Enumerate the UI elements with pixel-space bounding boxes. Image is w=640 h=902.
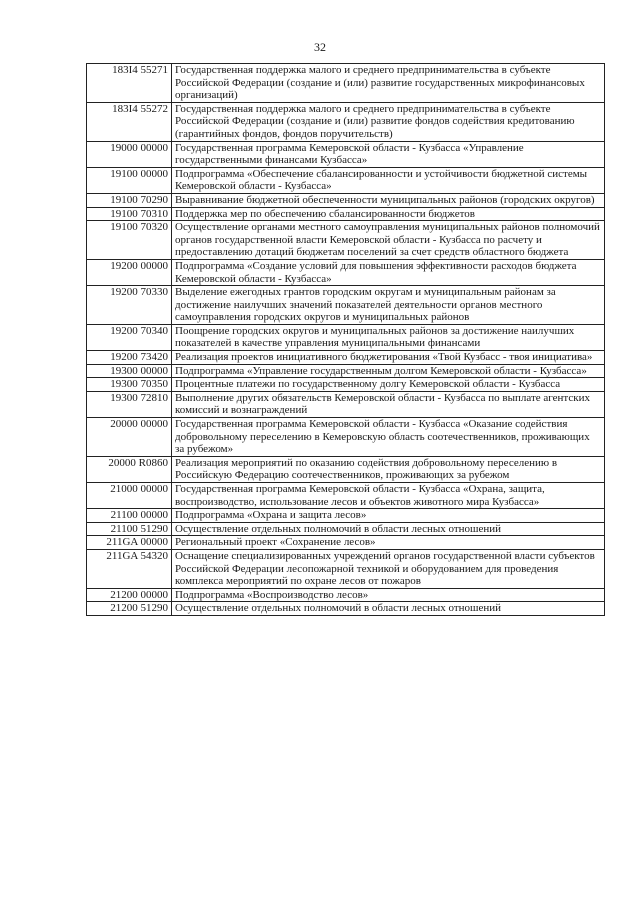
row-name: Государственная программа Кемеровской области - Кузбасса «Охрана, защита, воспроизводство, использование лесов и объектов животного мира Кузбасса» [172, 483, 605, 509]
table-row [87, 483, 605, 509]
table-row [87, 141, 605, 167]
row-code: 19200 70340 [87, 324, 172, 350]
budget-classification-table [86, 63, 605, 616]
row-name: Подпрограмма «Создание условий для повышения эффективности расходов бюджета Кемеровской области - Кузбасса» [172, 259, 605, 285]
row-name: Подпрограмма «Воспроизводство лесов» [172, 588, 605, 602]
row-code: 183I4 55272 [87, 102, 172, 141]
table-row [87, 259, 605, 285]
table-row [87, 549, 605, 588]
row-code: 211GA 54320 [87, 549, 172, 588]
table-row [87, 351, 605, 365]
row-code: 19100 70290 [87, 193, 172, 207]
row-code: 19300 70350 [87, 378, 172, 392]
row-code: 19100 00000 [87, 167, 172, 193]
row-name: Подпрограмма «Обеспечение сбалансированности и устойчивости бюджетной системы Кемеровской области - Кузбасса» [172, 167, 605, 193]
table-row [87, 522, 605, 536]
row-code: 20000 00000 [87, 418, 172, 457]
table-row [87, 588, 605, 602]
table-row [87, 324, 605, 350]
row-name: Осуществление органами местного самоуправления муниципальных районов полномочий органов государственной власти Кемеровской области - Кузбасса по расчету и предоставлению дотаций бюджетам поселений за счет средств областного бюджета [172, 221, 605, 260]
table-row [87, 64, 605, 103]
table-row [87, 536, 605, 550]
table-row [87, 221, 605, 260]
row-code: 21000 00000 [87, 483, 172, 509]
table-row [87, 167, 605, 193]
row-name: Выравнивание бюджетной обеспеченности муниципальных районов (городских округов) [172, 193, 605, 207]
row-code: 21100 00000 [87, 509, 172, 523]
table-row [87, 456, 605, 482]
row-code: 19100 70310 [87, 207, 172, 221]
row-code: 19200 70330 [87, 286, 172, 325]
table-row [87, 102, 605, 141]
row-name: Государственная поддержка малого и среднего предпринимательства в субъекте Российской Федерации (создание и (или) развитие фондов содействия кредитованию (гарантийных фондов, фондов поручительств) [172, 102, 605, 141]
table-row [87, 391, 605, 417]
row-code: 211GA 00000 [87, 536, 172, 550]
table-row [87, 193, 605, 207]
row-name: Подпрограмма «Управление государственным долгом Кемеровской области - Кузбасса» [172, 364, 605, 378]
row-code: 19100 70320 [87, 221, 172, 260]
row-name: Государственная поддержка малого и среднего предпринимательства в субъекте Российской Федерации (создание и (или) развитие государственных микрофинансовых организаций) [172, 64, 605, 103]
row-code: 183I4 55271 [87, 64, 172, 103]
row-code: 19200 00000 [87, 259, 172, 285]
row-code: 19000 00000 [87, 141, 172, 167]
row-name: Подпрограмма «Охрана и защита лесов» [172, 509, 605, 523]
row-code: 21200 51290 [87, 602, 172, 616]
row-name: Выделение ежегодных грантов городским округам и муниципальным районам за достижение наилучших значений показателей деятельности органов местного самоуправления городских округов и муниципальных районов [172, 286, 605, 325]
row-code: 19200 73420 [87, 351, 172, 365]
row-name: Поддержка мер по обеспечению сбалансированности бюджетов [172, 207, 605, 221]
row-name: Процентные платежи по государственному долгу Кемеровской области - Кузбасса [172, 378, 605, 392]
table-row [87, 418, 605, 457]
row-name: Осуществление отдельных полномочий в области лесных отношений [172, 602, 605, 616]
row-name: Региональный проект «Сохранение лесов» [172, 536, 605, 550]
row-name: Поощрение городских округов и муниципальных районов за достижение наилучших показателей в качестве управления муниципальными финансами [172, 324, 605, 350]
row-name: Реализация мероприятий по оказанию содействия добровольному переселению в Российскую Федерацию соотечественников, проживающих за рубежом [172, 456, 605, 482]
page-number: 32 [314, 40, 326, 54]
row-code: 21100 51290 [87, 522, 172, 536]
row-code: 21200 00000 [87, 588, 172, 602]
table-row [87, 378, 605, 392]
row-code: 19300 00000 [87, 364, 172, 378]
row-name: Выполнение других обязательств Кемеровской области - Кузбасса по выплате агентских комиссий и вознаграждений [172, 391, 605, 417]
row-name: Реализация проектов инициативного бюджетирования «Твой Кузбасс - твоя инициатива» [172, 351, 605, 365]
table-row [87, 509, 605, 523]
row-name: Государственная программа Кемеровской области - Кузбасса «Управление государственными финансами Кузбасса» [172, 141, 605, 167]
row-name: Осуществление отдельных полномочий в области лесных отношений [172, 522, 605, 536]
table-row [87, 286, 605, 325]
table-row [87, 364, 605, 378]
table-row [87, 602, 605, 616]
row-name: Государственная программа Кемеровской области - Кузбасса «Оказание содействия добровольному переселению в Кемеровскую область соотечественников, проживающих за рубежом» [172, 418, 605, 457]
table-row [87, 207, 605, 221]
row-code: 20000 R0860 [87, 456, 172, 482]
row-name: Оснащение специализированных учреждений органов государственной власти субъектов Российской Федерации лесопожарной техникой и оборудованием для проведения комплекса мероприятий по охране лесов от пожаров [172, 549, 605, 588]
row-code: 19300 72810 [87, 391, 172, 417]
